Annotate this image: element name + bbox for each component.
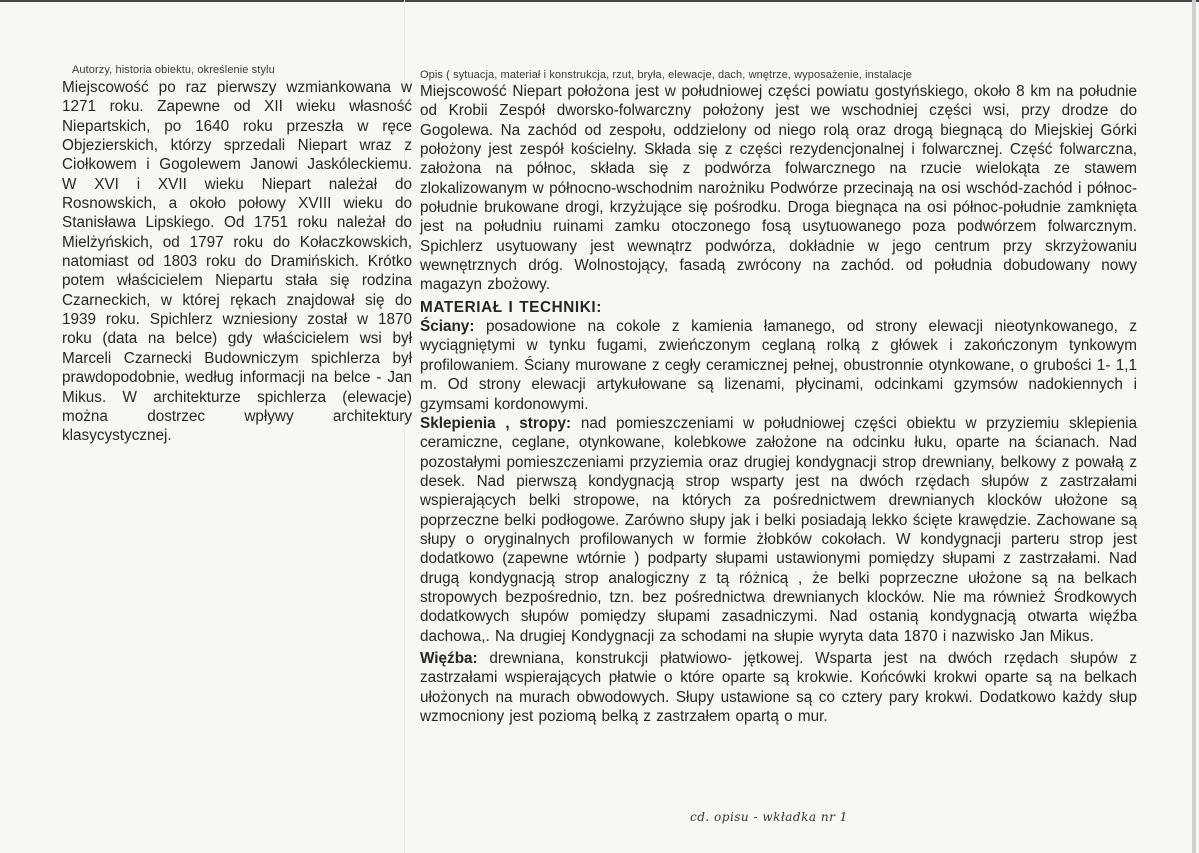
truss-text: drewniana, konstrukcji płatwiowo- jętkowej. Wsparta jest na dwóch rzędach słupów z zastrzałami wspierających płatwie o które oparte są krokwie. Końcówki krokwi oparte są na belkach ułożonych na murach obwodowych. Słupy ustawione są co cztery pary krokwi. Dodatkowo każdy słup wzmocniony jest poziomą belką z zastrzałem opartą o mur. (420, 649, 1137, 725)
truss-label: Więźba: (420, 649, 478, 667)
vaults-paragraph (420, 414, 1137, 646)
history-column (62, 64, 412, 446)
description-column (420, 69, 1137, 726)
walls-label: Ściany: (420, 318, 475, 336)
walls-text: posadowione na cokole z kamienia łamanego, od strony elewacji nieotynkowanego, z wyciągniętymi w tynku fugami, zwieńczonym ceglaną rolką z główek i zakończonym tynkowym profilowaniem. Ściany murowane z cegły ceramicznej pełnej, obustronnie otynkowane, o grubości 1- 1,1 m. Od strony elewacji artykułowane są lizenami, płycinami, odcinkami gzymsów nadokiennych i gzymsami kordonowymi. (420, 318, 1137, 413)
location-paragraph: Miejscowość Niepart położona jest w południowej części powiatu gostyńskiego, około 8 km na południe od Krobii Zespół dworsko-folwarczny położony jest we wschodniej części wsi, przy drodze do Gogolewa. Na zachód od zespołu, oddzielony od niego rolą oraz drogą biegnącą do Miejskiej Górki położony jest zespół kościelny. Składa się z części rezydencjonalnej i folwarcznej. Część folwarczna, założona na północ, składa się z podwórza folwarcznego na rzucie wielokąta ze stawem zlokalizowanym w północno-wschodnim narożniku Podwórze przecinają na osi wschód-zachód i północ-południe brukowane drogi, krzyżujące się pośrodku. Droga biegnąca na osi północ-południe zamknięta jest na południu ruinami zamku otoczonego fosą usytuowanego poza podwórzem folwarcznym. Spichlerz usytuowany jest wewnątrz podwórza, dokładnie w jego centrum przy skrzyżowaniu wewnętrznych dróg. Wolnostojący, fasadą zwrócony na zachód. od południa dobudowany nowy magazyn zbożowy. (420, 83, 1137, 294)
history-text (62, 78, 412, 446)
description-column-header: Opis ( sytuacja, materiał i konstrukcja, rzut, bryła, elewacje, dach, wnętrze, wyposażenie, instalacje (420, 69, 912, 81)
vaults-label: Sklepienia , stropy: (420, 414, 572, 432)
handwritten-continuation-note: cd. opisu - wkładka nr 1 (690, 810, 848, 824)
vaults-text: nad pomieszczeniami w południowej części obiektu w przyziemiu sklepienia ceramiczne, ceglane, otynkowane, kolebkowe założone na odcinku łuku, oparte na ścianach. Nad pozostałymi pomieszczeniami przyziemia oraz drugiej kondygnacji strop drewniany, belkowy z powałą z desek. Nad pierwszą kondygnacją strop wsparty jest na dwóch rzędach słupów z zastrzałami wspierających belki stropowe, na których za pośrednictwem drewnianych klocków ułożone są poprzeczne belki podłogowe. Zarówno słupy jak i belki posiadają lekko ścięte krawędzie. Zachowane są słupy o oryginalnych profilowanych w formie żłobków cokołach. W kondygnacji parteru strop jest dodatkowo (zapewne wtórnie ) podparty słupami ustawionymi pomiędzy słupami z zastrzałami. Nad drugą kondygnacją strop analogiczny z tą różnicą , że belki poprzeczne ułożone są na belkach stropowych bezpośrednio, tzn. bez pośrednictwa drewnianych klocków. Nie ma również Środkowych dodatkowych słupów pomiędzy słupami zasadniczymi. Nad ostanią kondygnacją otwarta więźba dachowa,. Na drugiej Kondygnacji za schodami na słupie wyryta data 1870 i nazwisko Jan Mikus. (420, 414, 1138, 645)
page-top-border (0, 0, 1199, 2)
walls-paragraph (420, 317, 1137, 414)
truss-paragraph (420, 649, 1137, 726)
description-text (420, 82, 1137, 726)
page-right-edge (1192, 0, 1196, 853)
materials-section-title: MATERIAŁ I TECHNIKI: (420, 298, 602, 316)
history-paragraph: Miejscowość po raz pierwszy wzmiankowana w 1271 roku. Zapewne od XII wieku własność Niepartskich, po 1640 roku przeszła w ręce Objezierskich, którzy sprzedali Niepart wraz z Ciołkowem i Gogolewem Janowi Jaskóleckiemu. W XVI i XVII wieku Niepart należał do Rosnowskich, a około połowy XVIII wieku do Stanisława Lipskiego. Od 1751 roku należał do Mielżyńskich, od 1797 roku do Kołaczkowskich, natomiast od 1803 roku do Dramińskich. Krótko potem właścicielem Niepartu stała się rodzina Czarneckich, w której rękach znajdował się do 1939 roku. Spichlerz wzniesiony został w 1870 roku (data na belce) gdy właścicielem wsi był Marceli Czarnecki Budowniczym spichlerza był prawdopodobnie, według informacji na belce - Jan Mikus. W architekturze spichlerza (elewacje) można dostrzec wpływy architektury klasycystycznej. (62, 79, 412, 445)
history-column-header: Autorzy, historia obiektu, określenie stylu (72, 64, 275, 76)
